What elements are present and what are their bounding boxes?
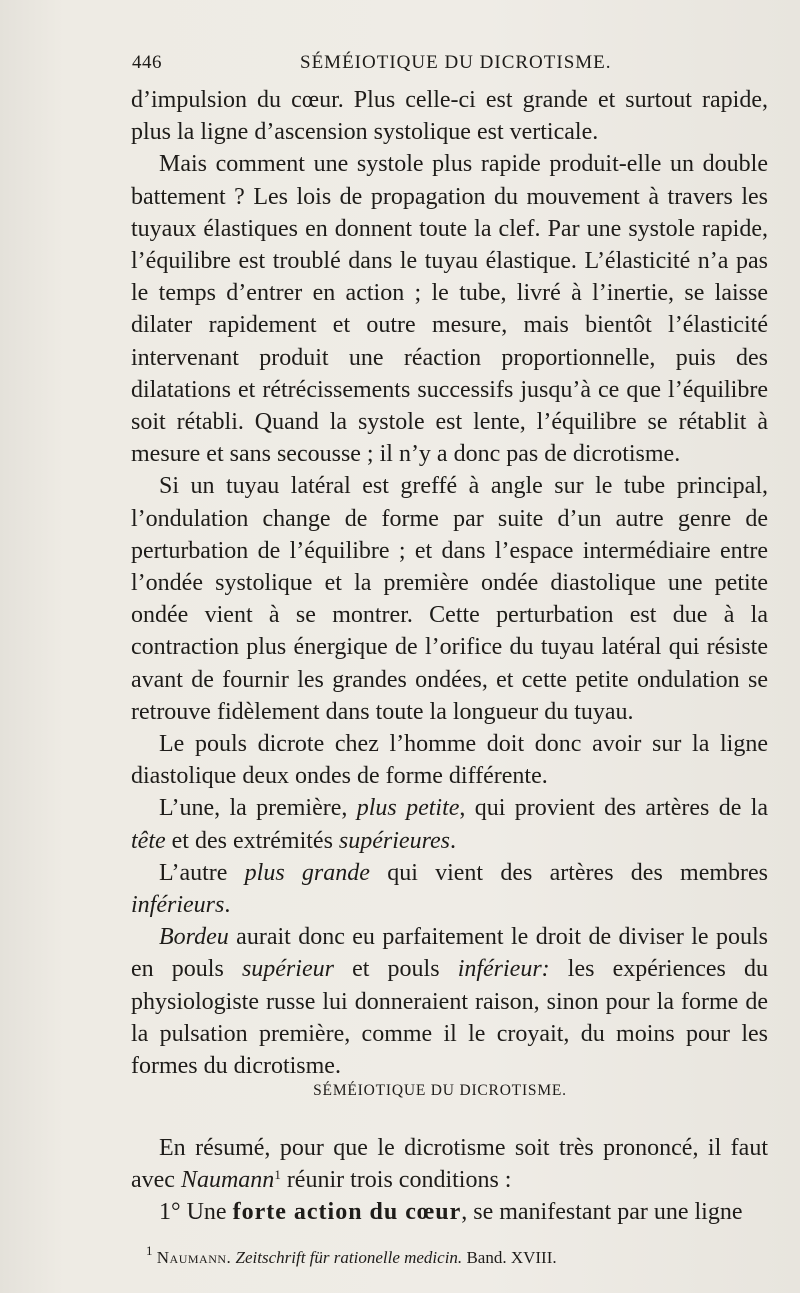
s2-strong-forte-action: forte action du cœur xyxy=(232,1199,462,1226)
p7-emphasis-bordeu: Bordeu xyxy=(159,924,229,951)
p6-text-b: qui vient des artères des membres xyxy=(369,859,769,886)
p7-text-c: les expériences du physiologiste russe lui donneraient raison, sinon pour la forme de la pulsation première, comme il le croyait, du moins pour les formes du dicrotisme. xyxy=(131,956,769,1080)
summary-text xyxy=(131,1132,768,1229)
footnote-reference: 1 xyxy=(274,1167,281,1183)
running-title: SÉMÉIOTIQUE DU DICROTISME. xyxy=(300,52,612,73)
p6-text-c: . xyxy=(224,892,231,919)
p7-text-a: aurait donc eu parfaitement le droit de diviser le pouls en pouls xyxy=(131,924,768,983)
p5-text-d: . xyxy=(450,827,457,854)
p7-text-b: et pouls xyxy=(333,956,458,983)
body-text xyxy=(131,84,768,1082)
p7-emphasis-inferieur: inférieur: xyxy=(457,956,550,983)
summary-paragraph-2 xyxy=(131,1196,768,1228)
running-header xyxy=(132,52,760,82)
p5-emphasis-plus-petite: plus petite xyxy=(356,795,460,822)
footnote-work: Zeitschrift für rationelle medicin. xyxy=(235,1248,463,1267)
paragraph-2: Mais comment une systole plus rapide produit-elle un double battement ? Les lois de propagation du mouvement à travers les tuyaux élastiques en donnent toute la clef. Par une systole rapide, l’équilibre est troublé dans le tuyau élastique. L’élasticité n’a pas le temps d’entrer en action ; le tube, livré à l’inertie, se laisse dilater rapidement et outre mesure, mais bientôt l’élasticité intervenant produit une réaction proportionnelle, puis des dilatations et rétrécissements successifs jusqu’à ce que l’équilibre soit rétabli. Quand la systole est lente, l’équilibre se rétablit à mesure et sans secousse ; il n’y a donc pas de dicrotisme. xyxy=(131,151,768,468)
s1-emphasis-naumann: Naumann xyxy=(180,1167,275,1194)
paragraph-6 xyxy=(131,857,768,921)
p5-text-c: et des extrémités xyxy=(165,827,339,854)
p7-emphasis-superieur: supérieur xyxy=(241,956,334,983)
footnote-author: Naumann. xyxy=(156,1248,232,1267)
p5-emphasis-superieures: supérieures xyxy=(338,827,451,854)
paragraph-3: Si un tuyau latéral est greffé à angle sur le tube principal, l’ondulation change de forme par suite d’un autre genre de perturbation de l’équilibre ; et dans l’espace intermédiaire entre l’ondée systolique et la première ondée diastolique une petite ondée vient à se montrer. Cette perturbation est due à la contraction plus énergique de l’orifice du tuyau latéral qui résiste avant de fournir les grandes ondées, et cette petite ondulation se retrouve fidèlement dans toute la longueur du tuyau. xyxy=(131,473,768,725)
footnote xyxy=(146,1243,766,1269)
footnote-rest: Band. XVIII. xyxy=(466,1248,557,1267)
page-number: 446 xyxy=(132,52,162,73)
p6-emphasis-inferieurs: inférieurs xyxy=(131,892,225,919)
p5-emphasis-tete: tête xyxy=(131,827,166,854)
paragraph-5 xyxy=(131,792,768,856)
s1-text-a: En résumé, pour que le dicrotisme soit très prononcé, il faut avec xyxy=(131,1135,768,1194)
section-heading: SÉMÉIOTIQUE DU DICROTISME. xyxy=(313,1082,567,1099)
summary-paragraph-1 xyxy=(131,1132,768,1196)
p5-text-b: , qui provient des artères de la xyxy=(459,795,769,822)
p6-emphasis-plus-grande: plus grande xyxy=(244,859,370,886)
paragraph-4: Le pouls dicrote chez l’homme doit donc avoir sur la ligne diastolique deux ondes de forme différente. xyxy=(131,731,768,790)
p5-text-a: L’une, la première, xyxy=(159,795,357,822)
paragraph-1: d’impulsion du cœur. Plus celle-ci est grande et surtout rapide, plus la ligne d’ascension systolique est verticale. xyxy=(131,87,768,146)
p6-text-a: L’autre xyxy=(159,859,245,886)
s2-text-b: , se manifestant par une ligne xyxy=(461,1199,743,1226)
s1-text-b: réunir trois conditions : xyxy=(280,1167,512,1194)
s2-text-a: 1° Une xyxy=(159,1199,233,1226)
paragraph-7 xyxy=(131,921,768,1082)
footnote-marker: 1 xyxy=(146,1243,153,1258)
